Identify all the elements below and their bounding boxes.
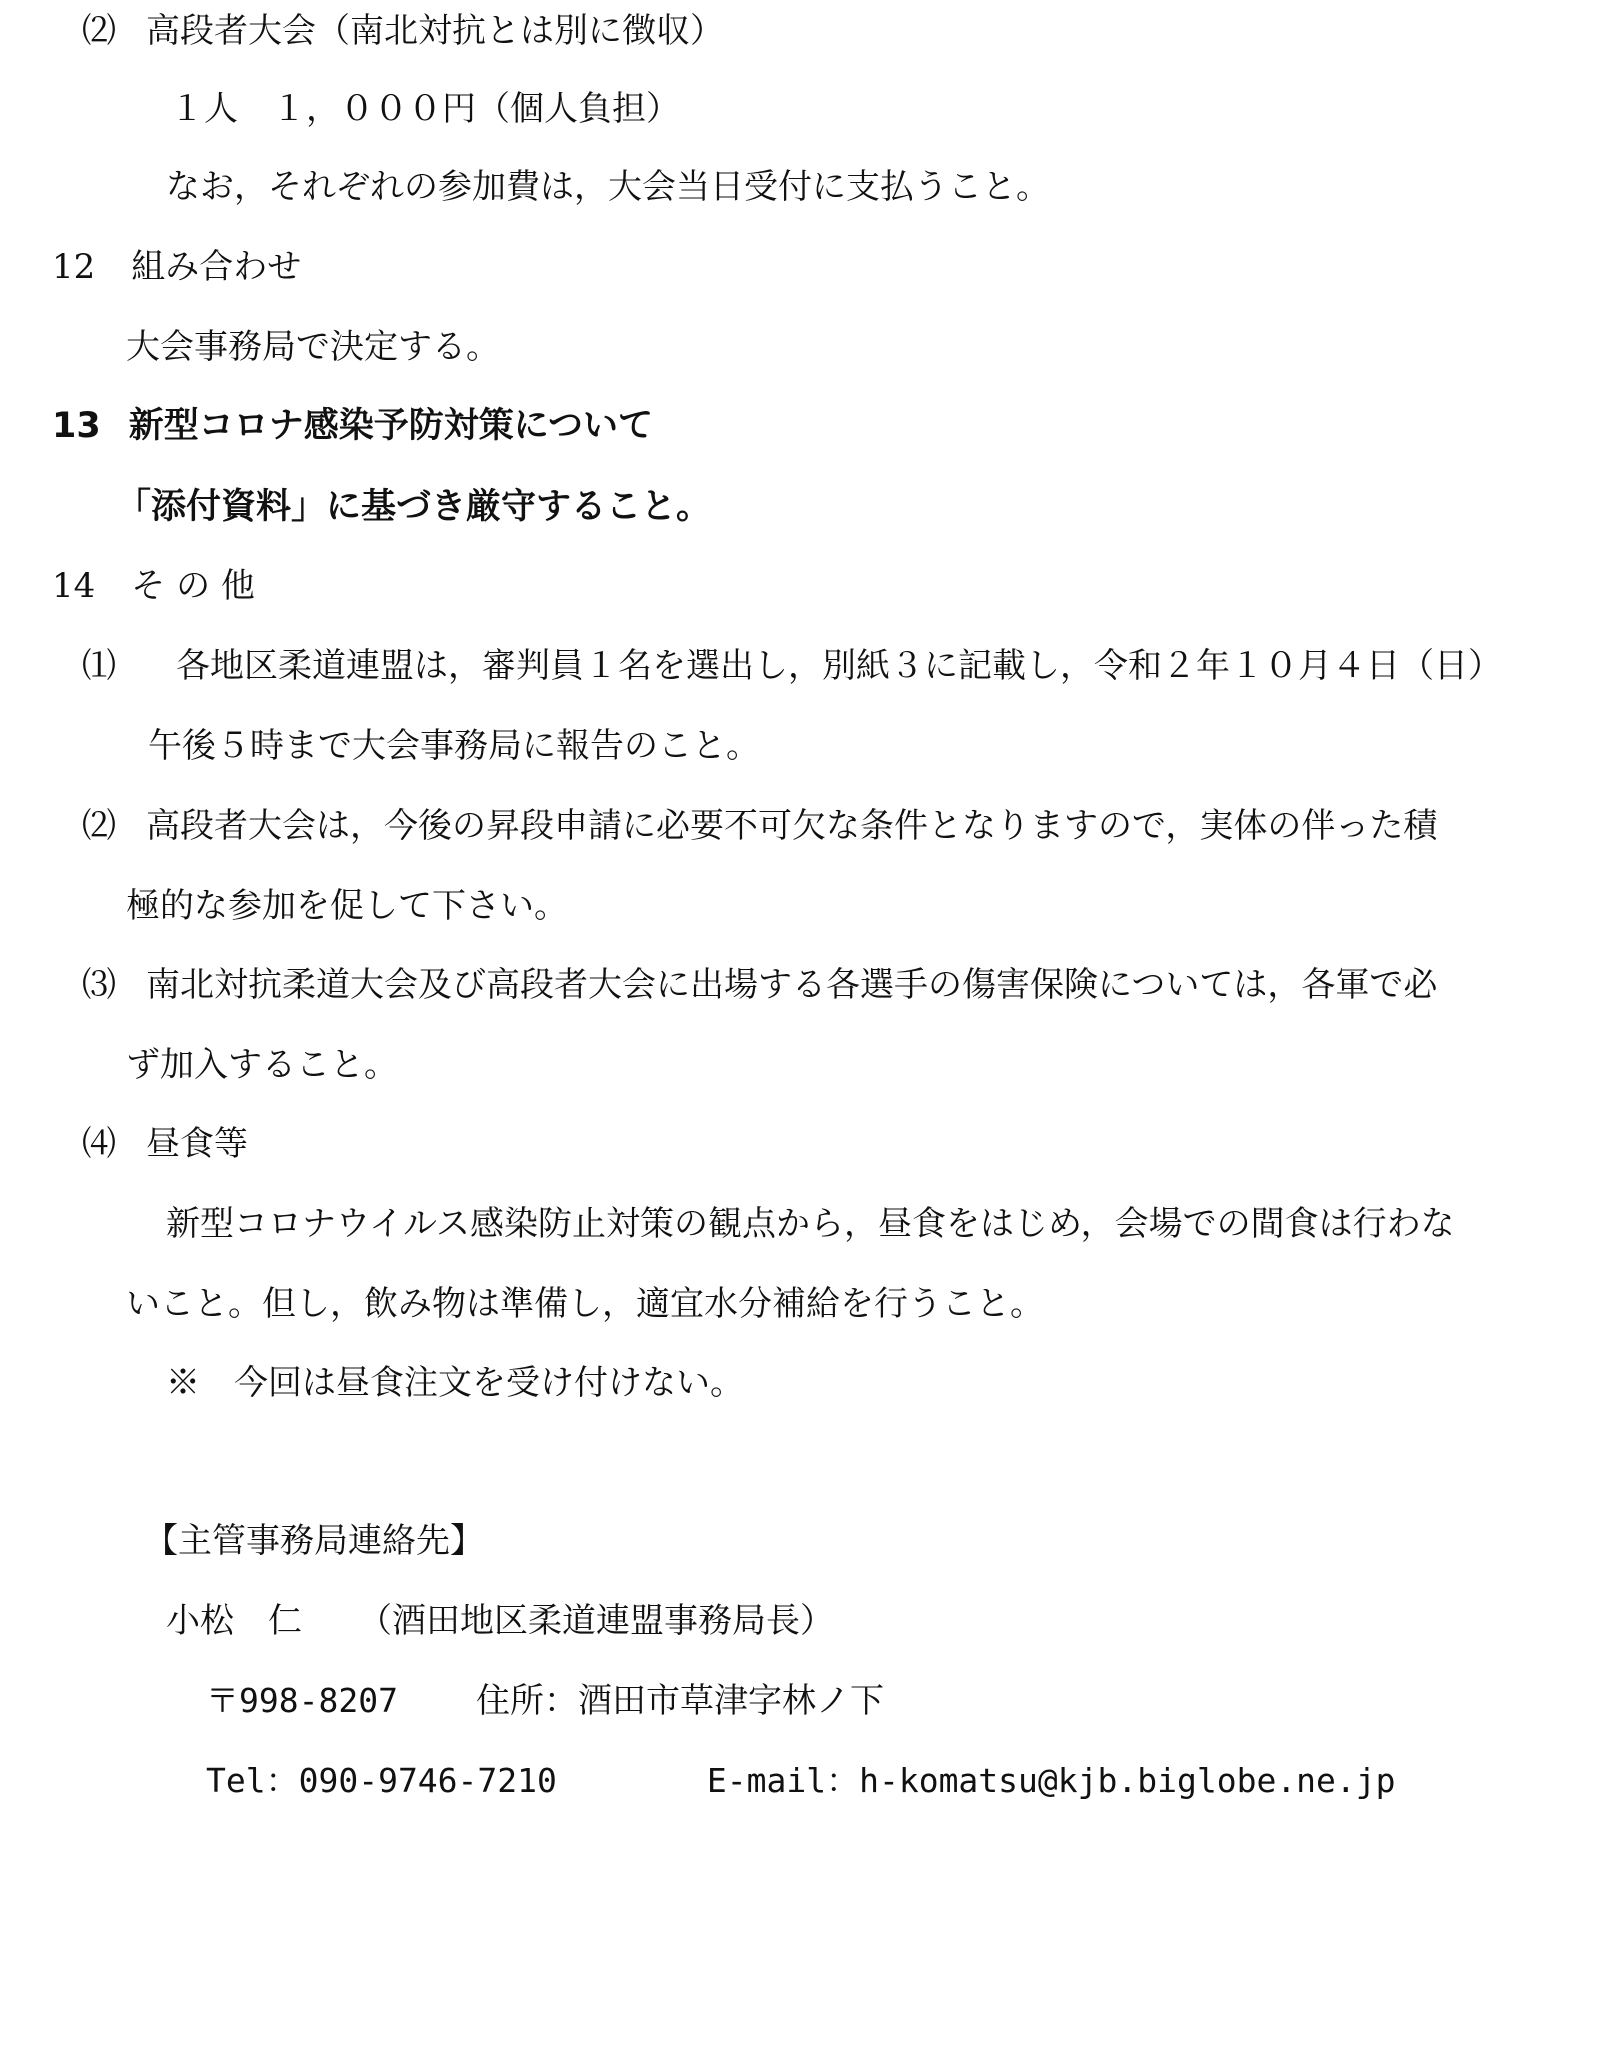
section-title: そ の 他 (131, 566, 255, 606)
item-line: 昼食等 (146, 1124, 248, 1164)
contact-address-line (206, 1678, 884, 1724)
item-line: 午後５時まで大会事務局に報告のこと。 (148, 726, 760, 766)
section-title: 新型コロナ感染予防対策について (128, 406, 654, 446)
item-line: いこと。但し，飲み物は準備し，適宜水分補給を行うこと。 (126, 1284, 1044, 1324)
contact-address: 住所：酒田市草津字林ノ下 (475, 1681, 884, 1721)
section-title: 組み合わせ (131, 247, 302, 287)
contact-phone-line (206, 1758, 1396, 1804)
fee-note: なお，それぞれの参加費は，大会当日受付に支払うこと。 (166, 167, 1050, 207)
contact-postal: 〒998-8207 (206, 1681, 398, 1720)
item-note: ※ 今回は昼食注文を受け付けない。 (166, 1363, 744, 1403)
item-line: 各地区柔道連盟は，審判員１名を選出し，別紙３に記載し，令和２年１０月４日（日） (176, 646, 1502, 686)
list-marker: ⑵ (82, 11, 116, 51)
section-14-item-4 (82, 1121, 248, 1167)
list-marker: ⑶ (82, 965, 116, 1005)
item-line: ず加入すること。 (126, 1045, 398, 1085)
section-12-heading (52, 244, 301, 290)
list-marker: ⑴ (82, 646, 116, 686)
contact-heading: 【主管事務局連絡先】 (144, 1521, 484, 1561)
section-number: 12 (52, 247, 96, 287)
section-number: 13 (52, 406, 101, 446)
item-line: 南北対抗柔道大会及び高段者大会に出場する各選手の傷害保険については，各軍で必 (146, 965, 1438, 1005)
list-marker: ⑷ (82, 1124, 116, 1164)
contact-name-line (166, 1598, 834, 1644)
contact-email: E-mail：h-komatsu@kjb.biglobe.ne.jp (706, 1761, 1396, 1800)
contact-name: 小松 仁 (166, 1601, 302, 1641)
section-number: 14 (52, 566, 96, 606)
section-14-heading (52, 563, 255, 609)
contact-role: （酒田地区柔道連盟事務局長） (358, 1601, 834, 1641)
item-line: 極的な参加を促して下さい。 (126, 886, 568, 926)
section-13-body: 「添付資料」に基づき厳守すること。 (116, 487, 712, 527)
section-14-item-2 (82, 803, 1437, 849)
fee-item-2-text: 高段者大会（南北対抗とは別に徴収） (146, 11, 724, 51)
section-12-body: 大会事務局で決定する。 (126, 327, 500, 367)
fee-item-2 (82, 8, 724, 54)
list-marker: ⑵ (82, 806, 116, 846)
section-14-item-1 (82, 643, 1502, 689)
section-13-heading (52, 403, 653, 449)
section-14-item-3 (82, 962, 1437, 1008)
contact-tel: Tel：090-9746-7210 (206, 1761, 557, 1800)
item-line: 新型コロナウイルス感染防止対策の観点から，昼食をはじめ，会場での間食は行わな (166, 1204, 1455, 1244)
item-line: 高段者大会は，今後の昇段申請に必要不可欠な条件となりますので，実体の伴った積 (146, 806, 1438, 846)
fee-amount: １人 １，０００円（個人負担） (170, 89, 680, 129)
